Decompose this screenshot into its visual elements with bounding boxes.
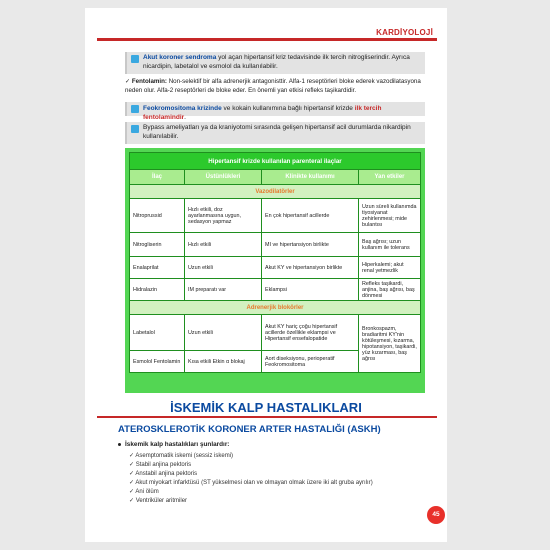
chapter-header: KARDİYOLOJİ <box>376 28 433 37</box>
list-heading-text: İskemik kalp hastalıkları şunlardır: <box>125 441 230 448</box>
list-item: ✓ Asemptomatik iskemi (sessiz iskemi) <box>129 453 234 459</box>
note-2-text: ve kokain kullanımına bağlı hipertansif krizde <box>221 105 355 112</box>
note-icon <box>131 125 139 133</box>
table-cell: En çok hipertansif acillerde <box>262 199 359 233</box>
list-item: ✓ Ani ölüm <box>129 489 159 495</box>
fentolamin-bullet <box>125 78 423 95</box>
note-box-2 <box>125 102 425 121</box>
note-icon <box>131 105 139 113</box>
table-header: Üstünlükleri <box>185 170 262 185</box>
table-title: Hipertansif krizde kullanılan parenteral ilaçlar <box>130 153 421 170</box>
note-2-bold: Feokromositoma krizinde <box>143 105 222 112</box>
table-header: Klinikte kullanımı <box>262 170 359 185</box>
table-cell: Uzun etkili <box>185 315 262 351</box>
drug-table <box>129 152 421 373</box>
note-1-text: yol açan hipertansif kriz tedavisinde ilk tercih nitrogliserindir. Ayrıca nicardipin, labetalol ve esmolol da kullanılabilir. <box>143 54 410 70</box>
header-rule <box>97 38 437 41</box>
group-vasodilators: Vazodilatörler <box>130 185 421 199</box>
table-cell: Esmolol Fentolamin <box>130 351 185 373</box>
table-cell: IM preparatı var <box>185 279 262 301</box>
page <box>85 8 447 542</box>
check-icon: ✓ <box>125 78 132 85</box>
note-2-red: ilk tercih fentolamindir <box>143 105 382 121</box>
check-icon: ✓ <box>129 489 136 495</box>
page-number: 45 <box>427 506 445 524</box>
bullet-icon <box>118 443 121 446</box>
check-icon: ✓ <box>129 480 136 486</box>
section-rule <box>97 416 437 418</box>
table-cell: Baş ağrısı; uzun kullanım ile tolerans <box>359 233 421 257</box>
fentolamin-label: Fentolamin: <box>131 78 167 85</box>
table-cell: Akut KY ve hipertansiyon birlikte <box>262 257 359 279</box>
drug-table-frame <box>125 148 425 393</box>
table-cell: Aort diseksiyonu, perioperatif Feokromositoma <box>262 351 359 373</box>
check-icon: ✓ <box>129 462 136 468</box>
table-cell: Kısa etkili Etkin α blokaj <box>185 351 262 373</box>
table-cell-shared: Bronkospazm, bradiaritmi KY'nin kötüleşmesi, kızarma, hipotansiyon, taşikardi, yüz kızarması, baş ağrısı <box>359 315 421 373</box>
table-header: İlaç <box>130 170 185 185</box>
list-heading <box>118 441 229 448</box>
table-cell: MI ve hipertansiyon birlikte <box>262 233 359 257</box>
section-subtitle: ATEROSKLEROTİK KORONER ARTER HASTALIĞI (ASKH) <box>118 424 381 435</box>
note-box-1 <box>125 52 425 74</box>
list-item: ✓ Akut miyokart infarktüsü (ST yükselmesi olan ve olmayan olmak üzere iki alt gruba ayrılır) <box>129 480 373 486</box>
table-cell: Eklampsi <box>262 279 359 301</box>
table-cell: Hızlı etkili <box>185 233 262 257</box>
check-icon: ✓ <box>129 453 136 459</box>
table-cell: Nitroprussid <box>130 199 185 233</box>
check-icon: ✓ <box>129 471 136 477</box>
section-title: İSKEMİK KALP HASTALIKLARI <box>170 400 362 415</box>
list-item: ✓ Stabil anjina pektoris <box>129 462 192 468</box>
note-box-3 <box>125 122 425 144</box>
table-cell: Nitrogliserin <box>130 233 185 257</box>
note-2-end: . <box>184 113 186 121</box>
table-cell: Refleks taşikardi, anjina, baş ağrısı, baş dönmesi <box>359 279 421 301</box>
table-cell: Hidralazin <box>130 279 185 301</box>
table-header: Yan etkiler <box>359 170 421 185</box>
fentolamin-text: Non-selektif bir alfa adrenerjik antagonisttir. Alfa-1 reseptörleri bloke ederek vazodilatasyona neden olur. Alfa-2 reseptörleri de bloke eder. En önemli yan etkisi refleks taşikardidir. <box>125 78 421 94</box>
table-cell: Hiperkalemi; akut renal yetmezlik <box>359 257 421 279</box>
table-cell: Akut KY hariç çoğu hipertansif acillerde özellikle eklampsi ve Hipertansif ensefalopatide <box>262 315 359 351</box>
note-3-text: Bypass ameliyatları ya da kraniyotomi sırasında gelişen hipertansif acil durumlarda nikardipin kullanılabilir. <box>143 124 411 140</box>
note-icon <box>131 55 139 63</box>
table-cell: Enalaprilat <box>130 257 185 279</box>
list-item: ✓ Anstabil anjina pektoris <box>129 471 198 477</box>
note-1-bold: Akut koroner sendroma <box>143 54 217 61</box>
check-icon: ✓ <box>129 498 136 504</box>
group-adrenergic-blockers: Adrenerjik blokörler <box>130 301 421 315</box>
table-cell: Labetalol <box>130 315 185 351</box>
table-cell: Uzun süreli kullanımda tiyosiyanat zehirlenmesi; mide bulantısı <box>359 199 421 233</box>
table-cell: Hızlı etkili, doz ayarlanmasına uygun, sedasyon yapmaz <box>185 199 262 233</box>
list-item: ✓ Ventriküler aritmiler <box>129 498 188 504</box>
table-cell: Uzun etkili <box>185 257 262 279</box>
